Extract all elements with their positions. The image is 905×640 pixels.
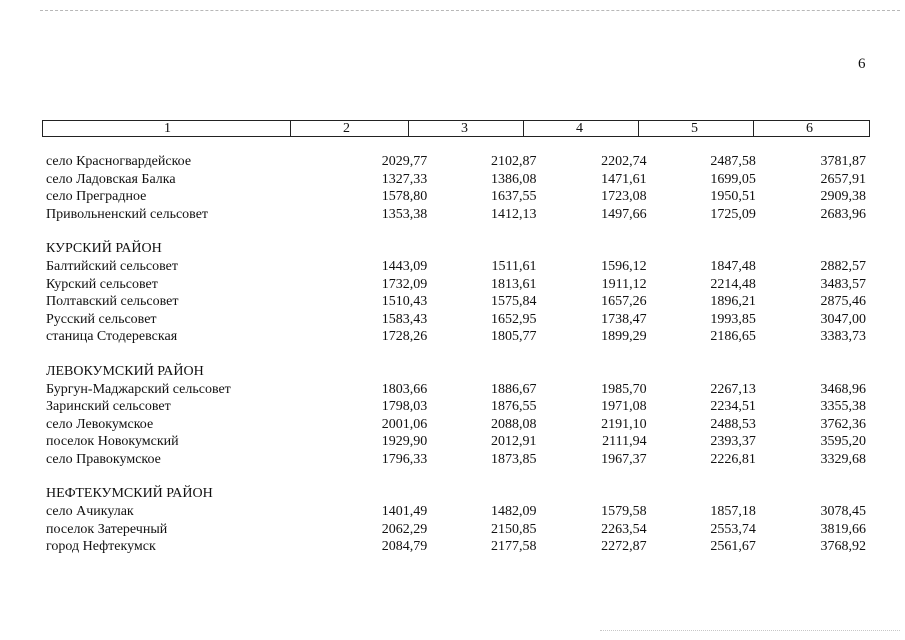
settlement-name: город Нефтекумск xyxy=(46,539,156,554)
value-col-2: 1443,09 xyxy=(381,259,428,274)
value-col-4: 1911,12 xyxy=(601,276,647,292)
column-header-3: 3 xyxy=(409,121,524,137)
district-section xyxy=(46,240,866,346)
value-col-6: 3762,36 xyxy=(820,416,866,432)
value-col-4: 2263,54 xyxy=(601,521,647,537)
value-col-5: 2487,58 xyxy=(710,154,756,169)
scan-artifact-bottom xyxy=(600,630,900,631)
value-col-3: 2150,85 xyxy=(490,521,537,537)
column-header-1: 1 xyxy=(43,121,291,137)
value-col-5: 2186,65 xyxy=(710,329,756,344)
column-header-row xyxy=(43,121,870,137)
value-col-6: 3595,20 xyxy=(820,434,866,449)
district-title: НЕФТЕКУМСКИЙ РАЙОН xyxy=(46,486,213,501)
value-col-3: 1873,85 xyxy=(490,451,537,467)
settlement-name: село Ладовская Балка xyxy=(46,171,176,187)
value-col-4: 1497,66 xyxy=(601,206,647,222)
tariff-table-body xyxy=(46,153,866,556)
table-row xyxy=(46,206,866,224)
settlement-name: село Красногвардейское xyxy=(46,154,192,169)
value-col-4: 1967,37 xyxy=(601,451,647,467)
value-col-5: 1857,18 xyxy=(710,504,756,519)
value-col-6: 2882,57 xyxy=(820,259,866,274)
value-col-3: 1813,61 xyxy=(490,276,537,292)
settlement-name: село Правокумское xyxy=(46,451,161,467)
settlement-name: поселок Новокумский xyxy=(46,434,179,449)
value-col-3: 1637,55 xyxy=(490,189,537,204)
value-col-4: 2202,74 xyxy=(601,154,647,169)
table-row xyxy=(46,521,866,539)
value-col-2: 1929,90 xyxy=(381,434,428,449)
value-col-2: 1583,43 xyxy=(381,311,428,327)
value-col-5: 1699,05 xyxy=(710,171,756,187)
table-row xyxy=(46,398,866,416)
continued-rows xyxy=(46,153,866,223)
settlement-name: село Левокумское xyxy=(46,416,154,432)
column-header-6: 6 xyxy=(754,121,870,137)
value-col-5: 1847,48 xyxy=(710,259,756,274)
value-col-3: 1805,77 xyxy=(490,329,537,344)
settlement-name: Бургун-Маджарский сельсовет xyxy=(46,381,231,397)
value-col-4: 1471,61 xyxy=(601,171,647,187)
value-col-6: 2875,46 xyxy=(820,294,866,309)
table-row xyxy=(46,153,866,171)
value-col-6: 3781,87 xyxy=(820,154,866,169)
table-row xyxy=(46,381,866,399)
value-col-4: 1738,47 xyxy=(601,311,647,327)
value-col-5: 2214,48 xyxy=(710,276,756,292)
table-row xyxy=(46,451,866,469)
value-col-3: 2088,08 xyxy=(490,416,537,432)
value-col-5: 2226,81 xyxy=(710,451,756,467)
district-sections xyxy=(46,240,866,556)
value-col-5: 2561,67 xyxy=(710,539,756,554)
value-col-2: 1732,09 xyxy=(381,276,428,292)
value-col-4: 1971,08 xyxy=(601,399,647,414)
table-row xyxy=(46,328,866,346)
value-col-2: 1578,80 xyxy=(381,189,428,204)
value-col-3: 1886,67 xyxy=(490,381,537,397)
value-col-6: 3819,66 xyxy=(820,521,866,537)
value-col-2: 2029,77 xyxy=(381,154,428,169)
value-col-6: 2683,96 xyxy=(820,206,866,222)
column-header-5: 5 xyxy=(639,121,754,137)
settlement-name: село Преградное xyxy=(46,189,147,204)
value-col-3: 1876,55 xyxy=(490,399,537,414)
value-col-4: 1985,70 xyxy=(601,381,647,397)
value-col-5: 1725,09 xyxy=(710,206,756,222)
value-col-6: 3329,68 xyxy=(820,451,866,467)
table-row xyxy=(46,258,866,276)
value-col-3: 1482,09 xyxy=(490,504,537,519)
value-col-3: 1386,08 xyxy=(490,171,537,187)
value-col-2: 2084,79 xyxy=(381,539,428,554)
table-row xyxy=(46,311,866,329)
value-col-6: 3768,92 xyxy=(820,539,866,554)
settlement-name: Балтийский сельсовет xyxy=(46,259,179,274)
value-col-2: 1353,38 xyxy=(381,206,428,222)
settlement-name: село Ачикулак xyxy=(46,504,134,519)
value-col-5: 2488,53 xyxy=(710,416,756,432)
table-row xyxy=(46,433,866,451)
value-col-2: 1803,66 xyxy=(381,381,428,397)
value-col-4: 1596,12 xyxy=(601,259,647,274)
settlement-name: станица Стодеревская xyxy=(46,329,178,344)
column-header-table xyxy=(42,120,870,137)
column-header-2: 2 xyxy=(291,121,409,137)
value-col-6: 3047,00 xyxy=(820,311,866,327)
settlement-name: Полтавский сельсовет xyxy=(46,294,179,309)
value-col-2: 1510,43 xyxy=(381,294,428,309)
value-col-2: 1728,26 xyxy=(381,329,428,344)
value-col-4: 1657,26 xyxy=(601,294,647,309)
value-col-4: 2272,87 xyxy=(601,539,647,554)
value-col-3: 2102,87 xyxy=(490,154,537,169)
scan-artifact-top xyxy=(40,10,900,11)
value-col-4: 1899,29 xyxy=(601,329,647,344)
table-row xyxy=(46,538,866,556)
table-row xyxy=(46,188,866,206)
value-col-4: 2191,10 xyxy=(601,416,647,432)
settlement-name: Привольненский сельсовет xyxy=(46,206,209,222)
value-col-6: 2657,91 xyxy=(820,171,866,187)
value-col-6: 3078,45 xyxy=(820,504,866,519)
district-section xyxy=(46,485,866,556)
district-section xyxy=(46,363,866,469)
value-col-3: 1575,84 xyxy=(490,294,537,309)
value-col-5: 1993,85 xyxy=(710,311,756,327)
table-row xyxy=(46,293,866,311)
value-col-6: 3383,73 xyxy=(820,329,866,344)
district-title: КУРСКИЙ РАЙОН xyxy=(46,241,162,256)
value-col-5: 2234,51 xyxy=(710,399,756,414)
table-row xyxy=(46,416,866,434)
table-row xyxy=(46,276,866,294)
table-row xyxy=(46,503,866,521)
value-col-2: 2062,29 xyxy=(381,521,428,537)
value-col-5: 2267,13 xyxy=(710,381,756,397)
value-col-6: 3483,57 xyxy=(820,276,866,292)
value-col-4: 1723,08 xyxy=(601,189,647,204)
value-col-4: 1579,58 xyxy=(601,504,647,519)
settlement-name: Заринский сельсовет xyxy=(46,399,171,414)
value-col-4: 2111,94 xyxy=(602,434,647,449)
page-number: 6 xyxy=(858,56,866,72)
value-col-3: 2177,58 xyxy=(490,539,537,554)
settlement-name: Русский сельсовет xyxy=(46,311,157,327)
value-col-5: 2393,37 xyxy=(710,434,756,449)
value-col-3: 1412,13 xyxy=(490,206,537,222)
value-col-3: 1652,95 xyxy=(490,311,537,327)
value-col-6: 2909,38 xyxy=(820,189,866,204)
value-col-2: 1401,49 xyxy=(381,504,428,519)
settlement-name: поселок Затеречный xyxy=(46,521,168,537)
value-col-2: 1798,03 xyxy=(381,399,428,414)
value-col-5: 2553,74 xyxy=(710,521,756,537)
column-header-4: 4 xyxy=(524,121,639,137)
value-col-2: 1327,33 xyxy=(381,171,428,187)
value-col-6: 3468,96 xyxy=(820,381,866,397)
value-col-5: 1896,21 xyxy=(710,294,756,309)
value-col-2: 1796,33 xyxy=(381,451,428,467)
settlement-name: Курский сельсовет xyxy=(46,276,158,292)
value-col-3: 2012,91 xyxy=(490,434,537,449)
table-row xyxy=(46,171,866,189)
district-title: ЛЕВОКУМСКИЙ РАЙОН xyxy=(46,363,204,379)
value-col-5: 1950,51 xyxy=(710,189,756,204)
value-col-2: 2001,06 xyxy=(381,416,428,432)
value-col-3: 1511,61 xyxy=(491,259,537,274)
value-col-6: 3355,38 xyxy=(820,399,866,414)
